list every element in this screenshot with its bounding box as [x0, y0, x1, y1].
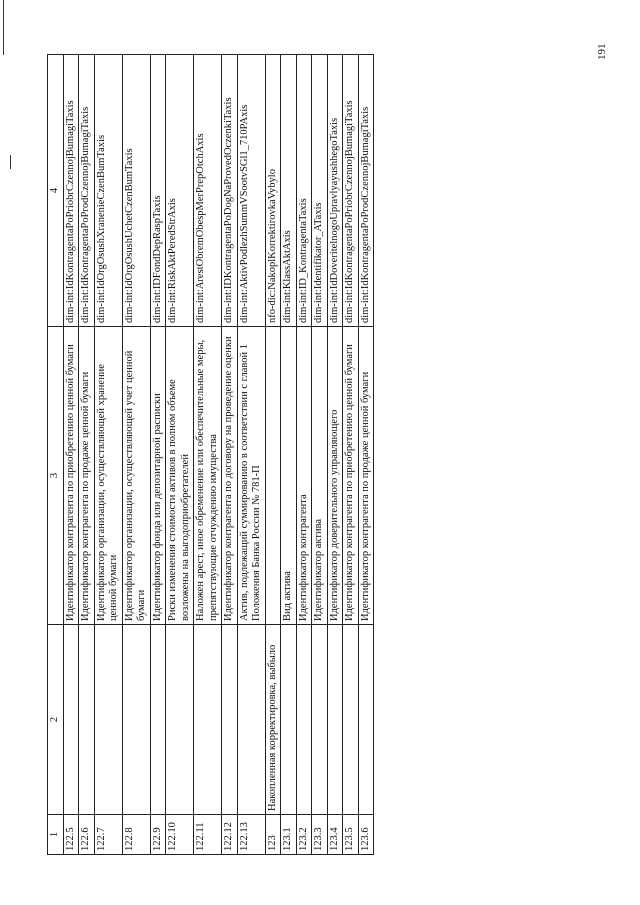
table-cell-c2 — [166, 625, 194, 815]
table-row — [222, 55, 238, 855]
column-header: 1 — [48, 815, 64, 855]
table-cell-c2 — [150, 625, 166, 815]
table-cell-c3: Идентификатор организации, осуществляющей учет ценной бумаги — [122, 327, 150, 625]
table-cell-c4: dim-int:IDKontragentaPoDogNaProvedOczenkiTaxis — [222, 55, 238, 327]
table-cell-c4: dim-int:IdKontragentaPoProdCzennojBumagiTaxis — [358, 55, 374, 327]
table-cell-c2 — [281, 625, 297, 815]
table-cell-c1: 122.7 — [94, 815, 122, 855]
table-cell-c4: dim-int:IdKontragentaPoPriobrCzennojBumagiTaxis — [63, 55, 79, 327]
table-row — [358, 55, 374, 855]
column-header: 2 — [48, 625, 64, 815]
table-cell-c4: dim-int:IdKontragentaPoPriobrCzennojBumagiTaxis — [343, 55, 359, 327]
table-cell-c3: Идентификатор контрагента по договору на проведение оценки — [222, 327, 238, 625]
table-cell-c1: 122.13 — [237, 815, 265, 855]
table-cell-c3: Идентификатор контрагента по приобретению ценной бумаги — [343, 327, 359, 625]
table-row — [150, 55, 166, 855]
table-cell-c2 — [122, 625, 150, 815]
table-cell-c2 — [222, 625, 238, 815]
table-cell-c1: 123.5 — [343, 815, 359, 855]
table-cell-c1: 122.5 — [63, 815, 79, 855]
table-cell-c3: Идентификатор доверительного управляющего — [327, 327, 343, 625]
table-cell-c3: Идентификатор организации, осуществляющей хранение ценной бумаги — [94, 327, 122, 625]
table-cell-c2 — [343, 625, 359, 815]
table-row — [194, 55, 222, 855]
table-cell-c4: dim-int:IdKontragentaPoProdCzennojBumagiTaxis — [79, 55, 95, 327]
table-row — [166, 55, 194, 855]
scan-margin-line — [3, 0, 4, 55]
table-cell-c3: Идентификатор контрагента — [296, 327, 312, 625]
table-cell-c1: 123 — [265, 815, 281, 855]
table-row — [296, 55, 312, 855]
table-row — [265, 55, 281, 855]
table-row — [79, 55, 95, 855]
table-cell-c4: dim-int:RiskAktPeredStrAxis — [166, 55, 194, 327]
table-cell-c3: Идентификатор контрагента по продаже ценной бумаги — [79, 327, 95, 625]
table-cell-c1: 123.1 — [281, 815, 297, 855]
table-cell-c2 — [312, 625, 328, 815]
table-cell-c2 — [94, 625, 122, 815]
table-cell-c3: Риски изменения стоимости активов в полном объеме возложены на выгодоприобретателей — [166, 327, 194, 625]
table-cell-c1: 122.9 — [150, 815, 166, 855]
table-cell-c1: 122.11 — [194, 815, 222, 855]
table-row — [63, 55, 79, 855]
table-cell-c1: 123.3 — [312, 815, 328, 855]
table-row — [237, 55, 265, 855]
table-cell-c3: Идентификатор фонда или депозитарной расписки — [150, 327, 166, 625]
table-cell-c4: dim-int:IdOrgOsushUchetCzenBumTaxis — [122, 55, 150, 327]
table-cell-c1: 122.10 — [166, 815, 194, 855]
table-cell-c2 — [237, 625, 265, 815]
table-cell-c4: nfo-dic:NakoplKorrektirovkaVybylo — [265, 55, 281, 327]
header-row — [48, 55, 64, 855]
table-cell-c3: Идентификатор контрагента по продаже ценной бумаги — [358, 327, 374, 625]
data-table — [47, 54, 374, 855]
table-row — [94, 55, 122, 855]
table-cell-c4: dim-int:ArestObremObespMerPrepOtchAxis — [194, 55, 222, 327]
table-cell-c1: 123.4 — [327, 815, 343, 855]
table-cell-c2: Накопленная корректировка, выбыло — [265, 625, 281, 815]
table-row — [327, 55, 343, 855]
table-cell-c4: dim-int:ID_KontragentaTaxis — [296, 55, 312, 327]
table-cell-c3: Идентификатор актива — [312, 327, 328, 625]
table-cell-c2 — [79, 625, 95, 815]
table-cell-c3: Актив, подлежащий суммированию в соответствии с главой 1 Положения Банка России № 781-П — [237, 327, 265, 625]
scan-margin-line — [10, 155, 11, 169]
column-header: 3 — [48, 327, 64, 625]
rotated-sheet — [47, 55, 587, 855]
table-cell-c1: 123.2 — [296, 815, 312, 855]
column-header: 4 — [48, 55, 64, 327]
table-row — [312, 55, 328, 855]
table-row — [281, 55, 297, 855]
table-cell-c2 — [194, 625, 222, 815]
table-cell-c4: dim-int:IdDoveritelnogoUpravlyayushhegoTaxis — [327, 55, 343, 327]
table-cell-c4: dim-int:IdOrgOsushXranenieCzenBumTaxis — [94, 55, 122, 327]
table-cell-c3: Наложен арест, иное обременение или обеспечительные меры, препятствующие отчуждению имущества — [194, 327, 222, 625]
table-cell-c3: Вид актива — [281, 327, 297, 625]
table-cell-c3 — [265, 327, 281, 625]
table-cell-c2 — [358, 625, 374, 815]
table-cell-c1: 123.6 — [358, 815, 374, 855]
table-cell-c2 — [327, 625, 343, 815]
table-cell-c1: 122.12 — [222, 815, 238, 855]
table-row — [343, 55, 359, 855]
table-cell-c4: dim-int:IDFondDepRaspTaxis — [150, 55, 166, 327]
table-cell-c1: 122.6 — [79, 815, 95, 855]
table-cell-c2 — [63, 625, 79, 815]
table-cell-c1: 122.8 — [122, 815, 150, 855]
page-number: 191 — [596, 43, 608, 60]
table-cell-c2 — [296, 625, 312, 815]
table-cell-c4: dim-int:Identifikator_ATaxis — [312, 55, 328, 327]
table-cell-c3: Идентификатор контрагента по приобретению ценной бумаги — [63, 327, 79, 625]
table-cell-c4: dim-int:KlassAktAxis — [281, 55, 297, 327]
table-row — [122, 55, 150, 855]
table-cell-c4: dim-int:AktivPodlezhSummVSootvSGl1_710PAxis — [237, 55, 265, 327]
